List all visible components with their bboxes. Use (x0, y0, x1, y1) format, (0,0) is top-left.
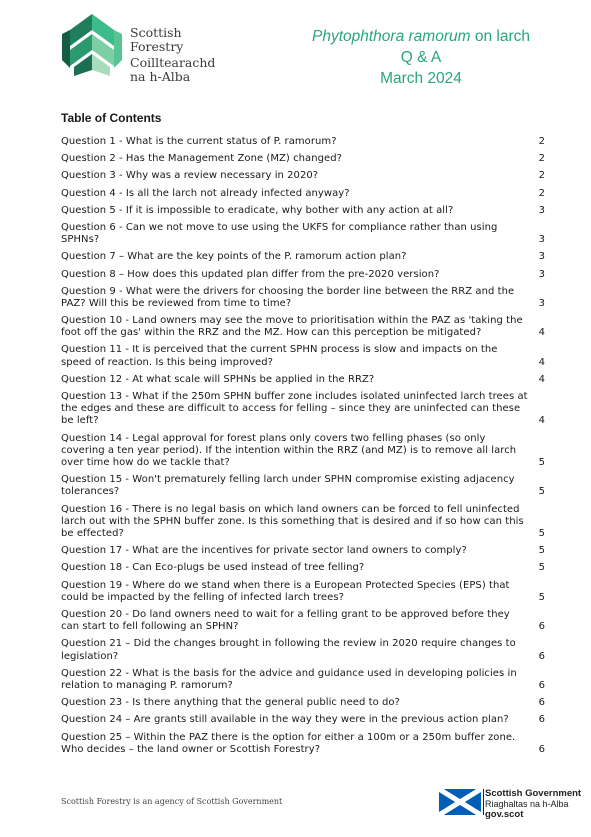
scottish-forestry-logo (60, 12, 250, 86)
logo-org-gd-line1: Coilltearachd (130, 55, 216, 70)
logo-org-gd-line2: na h-Alba (130, 69, 191, 84)
toc-entry-text[interactable]: Question 21 – Did the changes brought in following the review in 2020 require changes to legislation? (61, 638, 516, 662)
gov-name-en: Scottish Government (485, 788, 582, 799)
scottish-government-logo (439, 787, 589, 827)
toc-entry[interactable] (61, 562, 545, 574)
toc-entry[interactable] (61, 170, 545, 182)
toc-entry[interactable] (61, 474, 545, 498)
toc-entry-text[interactable]: Question 13 - What if the 250m SPHN buffer zone includes isolated uninfected larch trees at the edges and these are difficult to access for felling – since they are uninfected can these be left? (61, 391, 528, 427)
title-species: Phytophthora ramorum (312, 28, 471, 45)
toc-entry-text[interactable]: Question 4 - Is all the larch not already infected anyway? (61, 187, 350, 199)
toc-entry-text[interactable]: Question 8 – How does this updated plan differ from the pre-2020 version? (61, 268, 440, 280)
toc-entry[interactable] (61, 222, 545, 246)
toc-entry-text[interactable]: Question 9 - What were the drivers for choosing the border line between the RRZ and the PAZ? Will this be reviewed from time to time? (61, 285, 515, 309)
toc-entry-page[interactable]: 5 (536, 545, 545, 557)
toc-entry-page[interactable]: 6 (536, 621, 545, 633)
toc-entry-page[interactable]: 6 (536, 744, 545, 756)
toc-entry-page[interactable]: 5 (536, 592, 545, 604)
toc-entry[interactable] (61, 545, 545, 557)
toc-entry[interactable] (61, 286, 545, 310)
title-line (296, 26, 546, 47)
toc-entry[interactable] (61, 344, 545, 368)
toc-entry-text[interactable]: Question 1 - What is the current status of P. ramorum? (61, 136, 337, 147)
toc-entry-text[interactable]: Question 15 - Won't prematurely felling larch under SPHN compromise existing adjacency tolerances? (61, 474, 515, 498)
toc-entry-page[interactable]: 3 (536, 234, 545, 246)
forestry-tree-icon (60, 12, 124, 82)
toc-entry-page[interactable]: 5 (536, 528, 545, 540)
toc-entry-text[interactable]: Question 20 - Do land owners need to wait for a felling grant to be approved before they can start to fell following an SPHN? (61, 609, 510, 633)
toc-entry[interactable] (61, 697, 545, 709)
toc-entry-text[interactable]: Question 19 - Where do we stand when there is a European Protected Species (EPS) that could be impacted by the felling of infected larch trees? (61, 579, 510, 603)
toc-entry[interactable] (61, 714, 545, 726)
toc-entry-text[interactable]: Question 23 - Is there anything that the general public need to do? (61, 697, 400, 709)
toc-entry-page[interactable]: 6 (536, 697, 545, 709)
toc-entry[interactable] (61, 580, 545, 604)
toc-entry-text[interactable]: Question 14 - Legal approval for forest plans only covers two felling phases (so only covering a ten year period). If the intention within the RRZ (and MZ) is to remove all larch over time how do we tackle that? (61, 432, 517, 469)
logo-org-en-line1: Scottish (130, 25, 182, 40)
toc-entry[interactable] (61, 609, 545, 633)
toc-entry[interactable] (61, 433, 545, 470)
toc-entry-page[interactable]: 5 (536, 457, 545, 469)
toc-entry-text[interactable]: Question 24 – Are grants still available in the way they were in the previous action plan? (61, 714, 509, 726)
toc-entry-page[interactable]: 2 (536, 188, 545, 200)
toc-entry-page[interactable]: 6 (536, 714, 545, 726)
toc-entry[interactable] (61, 136, 545, 148)
title-subtitle: Q & A (400, 49, 442, 66)
toc-entry-text[interactable]: Question 3 - Why was a review necessary in 2020? (61, 170, 319, 182)
document-title (296, 26, 546, 89)
toc-entry-text[interactable]: Question 7 – What are the key points of the P. ramorum action plan? (61, 251, 407, 263)
toc-heading: Table of Contents (61, 111, 162, 125)
toc-entry-page[interactable]: 2 (536, 170, 545, 182)
agency-statement: Scottish Forestry is an agency of Scottish Government (61, 797, 283, 806)
toc-entry[interactable] (61, 251, 545, 263)
gov-name-gd: Riaghaltas na h-Alba (485, 799, 569, 809)
toc-entry-page[interactable]: 6 (536, 680, 545, 692)
title-rest: on larch (470, 28, 530, 45)
toc-entry-text[interactable]: Question 5 - If it is impossible to eradicate, why bother with any action at all? (61, 204, 454, 216)
toc-entry-text[interactable]: Question 11 - It is perceived that the current SPHN process is slow and impacts on the speed of reaction. Is this being improved? (61, 344, 498, 368)
toc-entry-text[interactable]: Question 6 - Can we not move to use using the UKFS for compliance rather than using SPHNs? (61, 221, 498, 246)
toc-entry[interactable] (61, 391, 545, 428)
toc-entry-text[interactable]: Question 10 - Land owners may see the move to prioritisation within the PAZ as 'taking the foot off the gas' within the RRZ and the MZ. How can this perception be mitigated? (61, 315, 523, 339)
title-date: March 2024 (380, 70, 462, 87)
toc-entry[interactable] (61, 638, 545, 662)
toc-entry[interactable] (61, 153, 545, 165)
toc-entry-page[interactable]: 2 (536, 136, 545, 148)
table-of-contents (61, 136, 545, 761)
toc-entry-page[interactable]: 5 (536, 486, 545, 498)
toc-entry[interactable] (61, 668, 545, 692)
toc-entry[interactable] (61, 504, 545, 541)
toc-entry[interactable] (61, 374, 545, 386)
logo-divider (483, 789, 484, 815)
toc-entry[interactable] (61, 205, 545, 217)
toc-entry-page[interactable]: 2 (536, 153, 545, 165)
toc-entry-page[interactable]: 4 (536, 415, 545, 427)
toc-entry-page[interactable]: 4 (536, 327, 545, 339)
toc-entry-page[interactable]: 4 (536, 357, 545, 369)
toc-entry-text[interactable]: Question 17 - What are the incentives for private sector land owners to comply? (61, 545, 467, 557)
gov-url: gov.scot (485, 809, 524, 820)
toc-entry-page[interactable]: 6 (536, 651, 545, 663)
toc-entry-text[interactable]: Question 22 - What is the basis for the advice and guidance used in developing policies in relation to managing P. ramorum? (61, 667, 517, 691)
toc-entry-page[interactable]: 3 (536, 205, 545, 217)
saltire-flag-icon (439, 789, 481, 815)
toc-entry-page[interactable]: 3 (536, 251, 545, 263)
toc-entry-text[interactable]: Question 2 - Has the Management Zone (MZ) changed? (61, 153, 342, 165)
toc-entry[interactable] (61, 315, 545, 339)
toc-entry[interactable] (61, 732, 545, 756)
toc-entry-page[interactable]: 3 (536, 298, 545, 310)
toc-entry-text[interactable]: Question 12 - At what scale will SPHNs be applied in the RRZ? (61, 373, 375, 385)
toc-entry[interactable] (61, 269, 545, 281)
toc-entry-page[interactable]: 4 (536, 374, 545, 386)
logo-org-en-line2: Forestry (130, 39, 184, 54)
toc-entry-page[interactable]: 5 (536, 562, 545, 574)
toc-entry-text[interactable]: Question 25 – Within the PAZ there is the option for either a 100m or a 250m buffer zone. Who decides – the land owner or Scottish Forestry? (61, 731, 516, 755)
toc-entry[interactable] (61, 188, 545, 200)
toc-entry-text[interactable]: Question 16 - There is no legal basis on which land owners can be forced to fell uninfected larch out with the SPHN buffer zone. Is this something that is desired and if so how can this be effected? (61, 503, 524, 540)
toc-entry-page[interactable]: 3 (536, 269, 545, 281)
toc-entry-text[interactable]: Question 18 - Can Eco-plugs be used instead of tree felling? (61, 562, 365, 574)
